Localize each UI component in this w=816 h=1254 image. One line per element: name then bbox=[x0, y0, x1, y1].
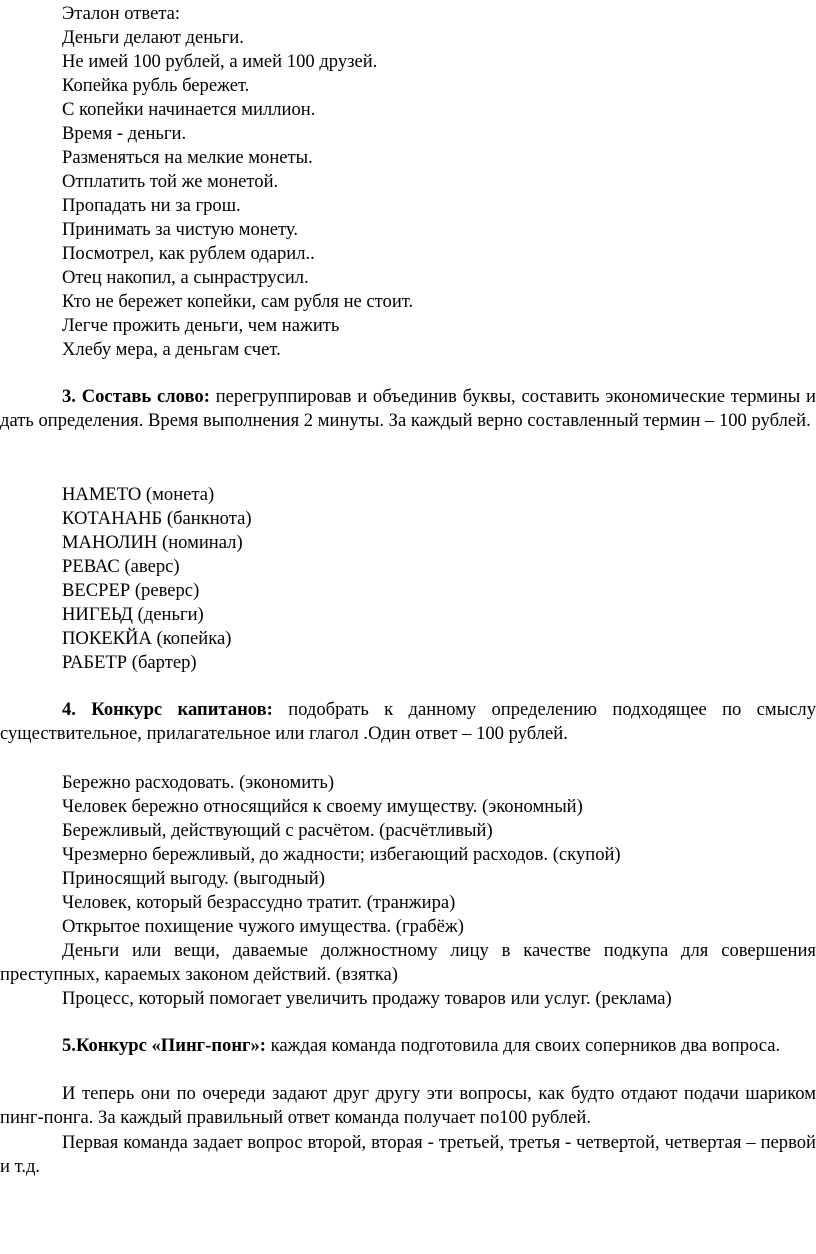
definition-item: Процесс, который помогает увеличить продажу товаров или услуг. (реклама) bbox=[62, 988, 672, 1009]
task5-description: каждая команда подготовила для своих соперников два вопроса. bbox=[265, 1035, 781, 1056]
proverb-line: Время - деньги. bbox=[62, 123, 187, 144]
proverb-line: Пропадать ни за грош. bbox=[62, 195, 241, 216]
definition-item: Открытое похищение чужого имущества. (грабёж) bbox=[62, 916, 464, 937]
proverb-line: Не имей 100 рублей, а имей 100 друзей. bbox=[62, 51, 378, 72]
proverb-line: С копейки начинается миллион. bbox=[62, 99, 316, 120]
answer-key-heading: Эталон ответа: bbox=[62, 3, 181, 24]
definition-item: Человек бережно относящийся к своему имуществу. (экономный) bbox=[62, 796, 583, 817]
word-item: КОТАНАНБ (банкнота) bbox=[62, 508, 252, 529]
proverb-line: Хлебу мера, а деньгам счет. bbox=[62, 339, 281, 360]
proverb-line: Разменяться на мелкие монеты. bbox=[62, 147, 313, 168]
word-item: МАНОЛИН (номинал) bbox=[62, 532, 243, 553]
definition-item: Бережливый, действующий с расчётом. (расчётливый) bbox=[62, 820, 493, 841]
word-item: ВЕСРЕР (реверс) bbox=[62, 580, 200, 601]
proverb-line: Деньги делают деньги. bbox=[62, 27, 244, 48]
task4-title: 4. Конкурс капитанов: bbox=[62, 699, 273, 720]
proverb-line: Легче прожить деньги, чем нажить bbox=[62, 315, 340, 336]
task4-paragraph bbox=[0, 698, 816, 747]
word-item: РАБЕТР (бартер) bbox=[62, 652, 197, 673]
proverb-line: Отец накопил, а сынраструсил. bbox=[62, 267, 309, 288]
proverb-line: Посмотрел, как рублем одарил.. bbox=[62, 243, 315, 264]
definition-item: Чрезмерно бережливый, до жадности; избегающий расходов. (скупой) bbox=[62, 844, 621, 865]
definition-item: Человек, который безрассудно тратит. (транжира) bbox=[62, 892, 456, 913]
word-item: НИГЕЬД (деньги) bbox=[62, 604, 204, 625]
task3-description: перегруппировав и объединив буквы, составить экономические термины и дать определения. Время выполнения 2 минуты. За каждый верно составленный термин – 100 рублей. bbox=[0, 386, 816, 432]
proverb-line: Отплатить той же монетой. bbox=[62, 171, 279, 192]
task4-description: подобрать к данному определению подходящее по смыслу существительное, прилагательное или глагол .Один ответ – 100 рублей. bbox=[0, 699, 816, 745]
task3-title: 3. Составь слово: bbox=[62, 386, 210, 407]
task5-paragraph bbox=[0, 1034, 816, 1058]
definition-item: Бережно расходовать. (экономить) bbox=[62, 772, 335, 793]
word-item: РЕВАС (аверс) bbox=[62, 556, 180, 577]
task3-paragraph bbox=[0, 385, 816, 434]
task5-paragraph-2: И теперь они по очереди задают друг другу эти вопросы, как будто отдают подачи шариком пинг-понга. За каждый правильный ответ команда получает по100 рублей. bbox=[0, 1083, 816, 1129]
word-item: НАМЕТО (монета) bbox=[62, 484, 215, 505]
proverb-line: Кто не бережет копейки, сам рубля не стоит. bbox=[62, 291, 414, 312]
definition-item: Приносящий выгоду. (выгодный) bbox=[62, 868, 325, 889]
definition-item-long: Деньги или вещи, даваемые должностному лицу в качестве подкупа для совершения преступных, караемых законом действий. (взятка) bbox=[0, 940, 816, 986]
proverb-line: Копейка рубль бережет. bbox=[62, 75, 250, 96]
word-item: ПОКЕКЙА (копейка) bbox=[62, 628, 232, 649]
proverb-line: Принимать за чистую монету. bbox=[62, 219, 298, 240]
task5-paragraph-3: Первая команда задает вопрос второй, вторая - третьей, третья - четвертой, четвертая – первой и т.д. bbox=[0, 1132, 816, 1178]
task5-title: 5.Конкурс «Пинг-понг»: bbox=[62, 1035, 266, 1056]
